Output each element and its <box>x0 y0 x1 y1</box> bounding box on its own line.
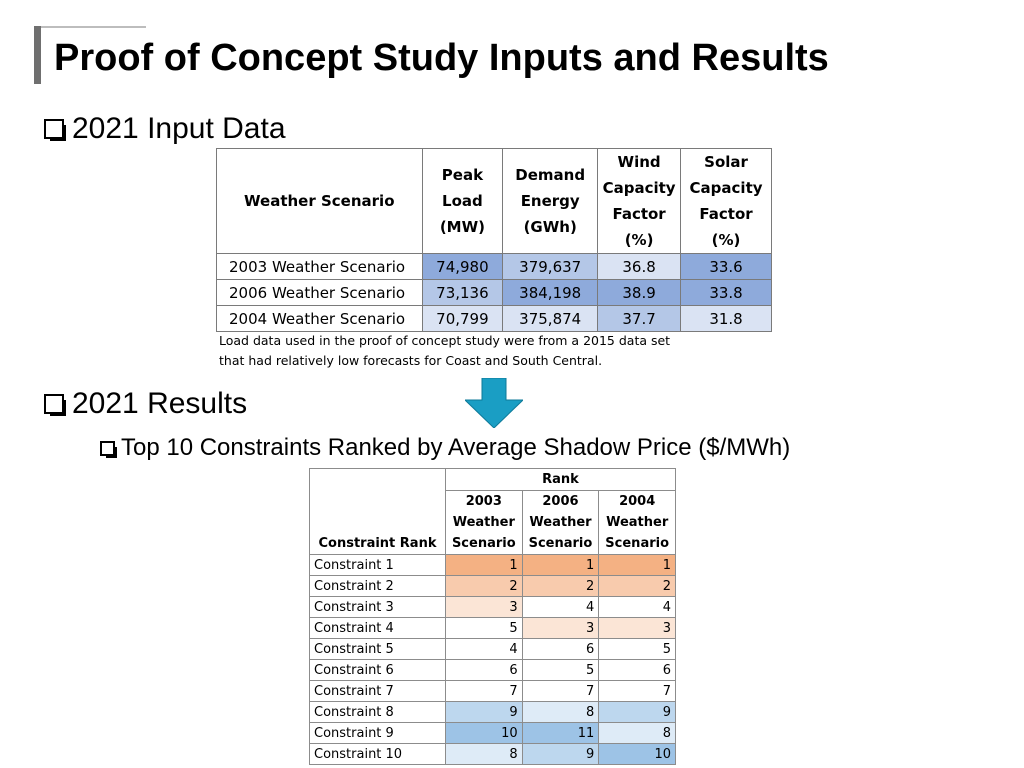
cell-solar: 33.6 <box>681 254 772 280</box>
cell-scenario: 2006 Weather Scenario <box>217 280 423 306</box>
rank-value-cell: 9 <box>599 702 676 723</box>
rank-value-cell: 3 <box>599 618 676 639</box>
table-row <box>310 555 676 576</box>
rank-value-cell: 9 <box>522 744 599 765</box>
rank-value-cell: 5 <box>445 618 522 639</box>
rank-value-cell: 6 <box>599 660 676 681</box>
header-wind-capacity-factor: Wind Capacity Factor (%) <box>598 149 681 254</box>
header-peak-load: Peak Load (MW) <box>422 149 503 254</box>
rank-value-cell: 8 <box>445 744 522 765</box>
down-arrow-icon <box>465 378 523 428</box>
header-weather-scenario: Weather Scenario <box>217 149 423 254</box>
table-row <box>310 597 676 618</box>
rank-value-cell: 10 <box>599 744 676 765</box>
table-row <box>310 681 676 702</box>
cell-demand-energy: 375,874 <box>503 306 598 332</box>
constraint-name-cell: Constraint 5 <box>310 639 446 660</box>
checkbox-bullet-icon <box>100 441 115 456</box>
bullet-results <box>44 387 247 421</box>
rank-value-cell: 2 <box>599 576 676 597</box>
cell-wind: 37.7 <box>598 306 681 332</box>
table-row <box>310 618 676 639</box>
constraint-rank-body <box>310 555 676 765</box>
constraint-name-cell: Constraint 4 <box>310 618 446 639</box>
input-data-table <box>216 148 772 332</box>
rank-value-cell: 6 <box>522 639 599 660</box>
rank-value-cell: 10 <box>445 723 522 744</box>
table-row <box>310 639 676 660</box>
checkbox-bullet-icon <box>44 394 64 414</box>
input-table-footnote: Load data used in the proof of concept study were from a 2015 data set that had relatively low forecasts for Coast and South Central. <box>219 333 671 368</box>
rank-value-cell: 4 <box>445 639 522 660</box>
header-rank-group: Rank <box>445 469 675 491</box>
cell-wind: 38.9 <box>598 280 681 306</box>
cell-solar: 31.8 <box>681 306 772 332</box>
rank-value-cell: 8 <box>599 723 676 744</box>
cell-scenario: 2003 Weather Scenario <box>217 254 423 280</box>
rank-value-cell: 1 <box>522 555 599 576</box>
rank-value-cell: 1 <box>445 555 522 576</box>
input-table-row <box>217 306 772 332</box>
rank-value-cell: 3 <box>445 597 522 618</box>
sub-bullet-top-constraints <box>100 434 790 462</box>
table-row <box>310 576 676 597</box>
cell-scenario: 2004 Weather Scenario <box>217 306 423 332</box>
table-row <box>310 744 676 765</box>
table-row <box>310 660 676 681</box>
rank-value-cell: 8 <box>522 702 599 723</box>
rank-value-cell: 1 <box>599 555 676 576</box>
cell-peak-load: 73,136 <box>422 280 503 306</box>
rank-value-cell: 2 <box>445 576 522 597</box>
checkbox-bullet-icon <box>44 119 64 139</box>
cell-solar: 33.8 <box>681 280 772 306</box>
rank-value-cell: 2 <box>522 576 599 597</box>
constraint-name-cell: Constraint 2 <box>310 576 446 597</box>
header-2006-weather-scenario: 2006 Weather Scenario <box>522 491 599 555</box>
header-2003-weather-scenario: 2003 Weather Scenario <box>445 491 522 555</box>
rank-value-cell: 6 <box>445 660 522 681</box>
header-solar-capacity-factor: Solar Capacity Factor (%) <box>681 149 772 254</box>
bullet-input-data <box>44 112 286 146</box>
constraint-name-cell: Constraint 10 <box>310 744 446 765</box>
constraint-name-cell: Constraint 6 <box>310 660 446 681</box>
constraint-name-cell: Constraint 8 <box>310 702 446 723</box>
table-row <box>310 723 676 744</box>
rank-value-cell: 3 <box>522 618 599 639</box>
rank-value-cell: 4 <box>522 597 599 618</box>
title-accent-line <box>34 26 146 28</box>
rank-value-cell: 9 <box>445 702 522 723</box>
rank-value-cell: 11 <box>522 723 599 744</box>
input-table-header-row <box>217 149 772 254</box>
cell-peak-load: 74,980 <box>422 254 503 280</box>
bullet-results-label: 2021 Results <box>72 387 248 420</box>
header-constraint-rank: Constraint Rank <box>310 469 446 555</box>
header-demand-energy: Demand Energy (GWh) <box>503 149 598 254</box>
constraint-name-cell: Constraint 1 <box>310 555 446 576</box>
table-row <box>310 702 676 723</box>
cell-demand-energy: 384,198 <box>503 280 598 306</box>
rank-value-cell: 4 <box>599 597 676 618</box>
input-table-row <box>217 280 772 306</box>
title-accent-bar <box>34 26 41 84</box>
constraint-name-cell: Constraint 9 <box>310 723 446 744</box>
sub-bullet-label: Top 10 Constraints Ranked by Average Shadow Price ($/MWh) <box>121 434 791 461</box>
cell-wind: 36.8 <box>598 254 681 280</box>
rank-value-cell: 7 <box>445 681 522 702</box>
rank-value-cell: 5 <box>599 639 676 660</box>
constraint-name-cell: Constraint 3 <box>310 597 446 618</box>
rank-value-cell: 7 <box>522 681 599 702</box>
cell-peak-load: 70,799 <box>422 306 503 332</box>
rank-value-cell: 5 <box>522 660 599 681</box>
constraint-name-cell: Constraint 7 <box>310 681 446 702</box>
rank-value-cell: 7 <box>599 681 676 702</box>
input-table-row <box>217 254 772 280</box>
bullet-input-data-label: 2021 Input Data <box>72 112 286 145</box>
cell-demand-energy: 379,637 <box>503 254 598 280</box>
page-title: Proof of Concept Study Inputs and Results <box>54 37 829 79</box>
header-2004-weather-scenario: 2004 Weather Scenario <box>599 491 676 555</box>
constraint-rank-table <box>309 468 676 765</box>
